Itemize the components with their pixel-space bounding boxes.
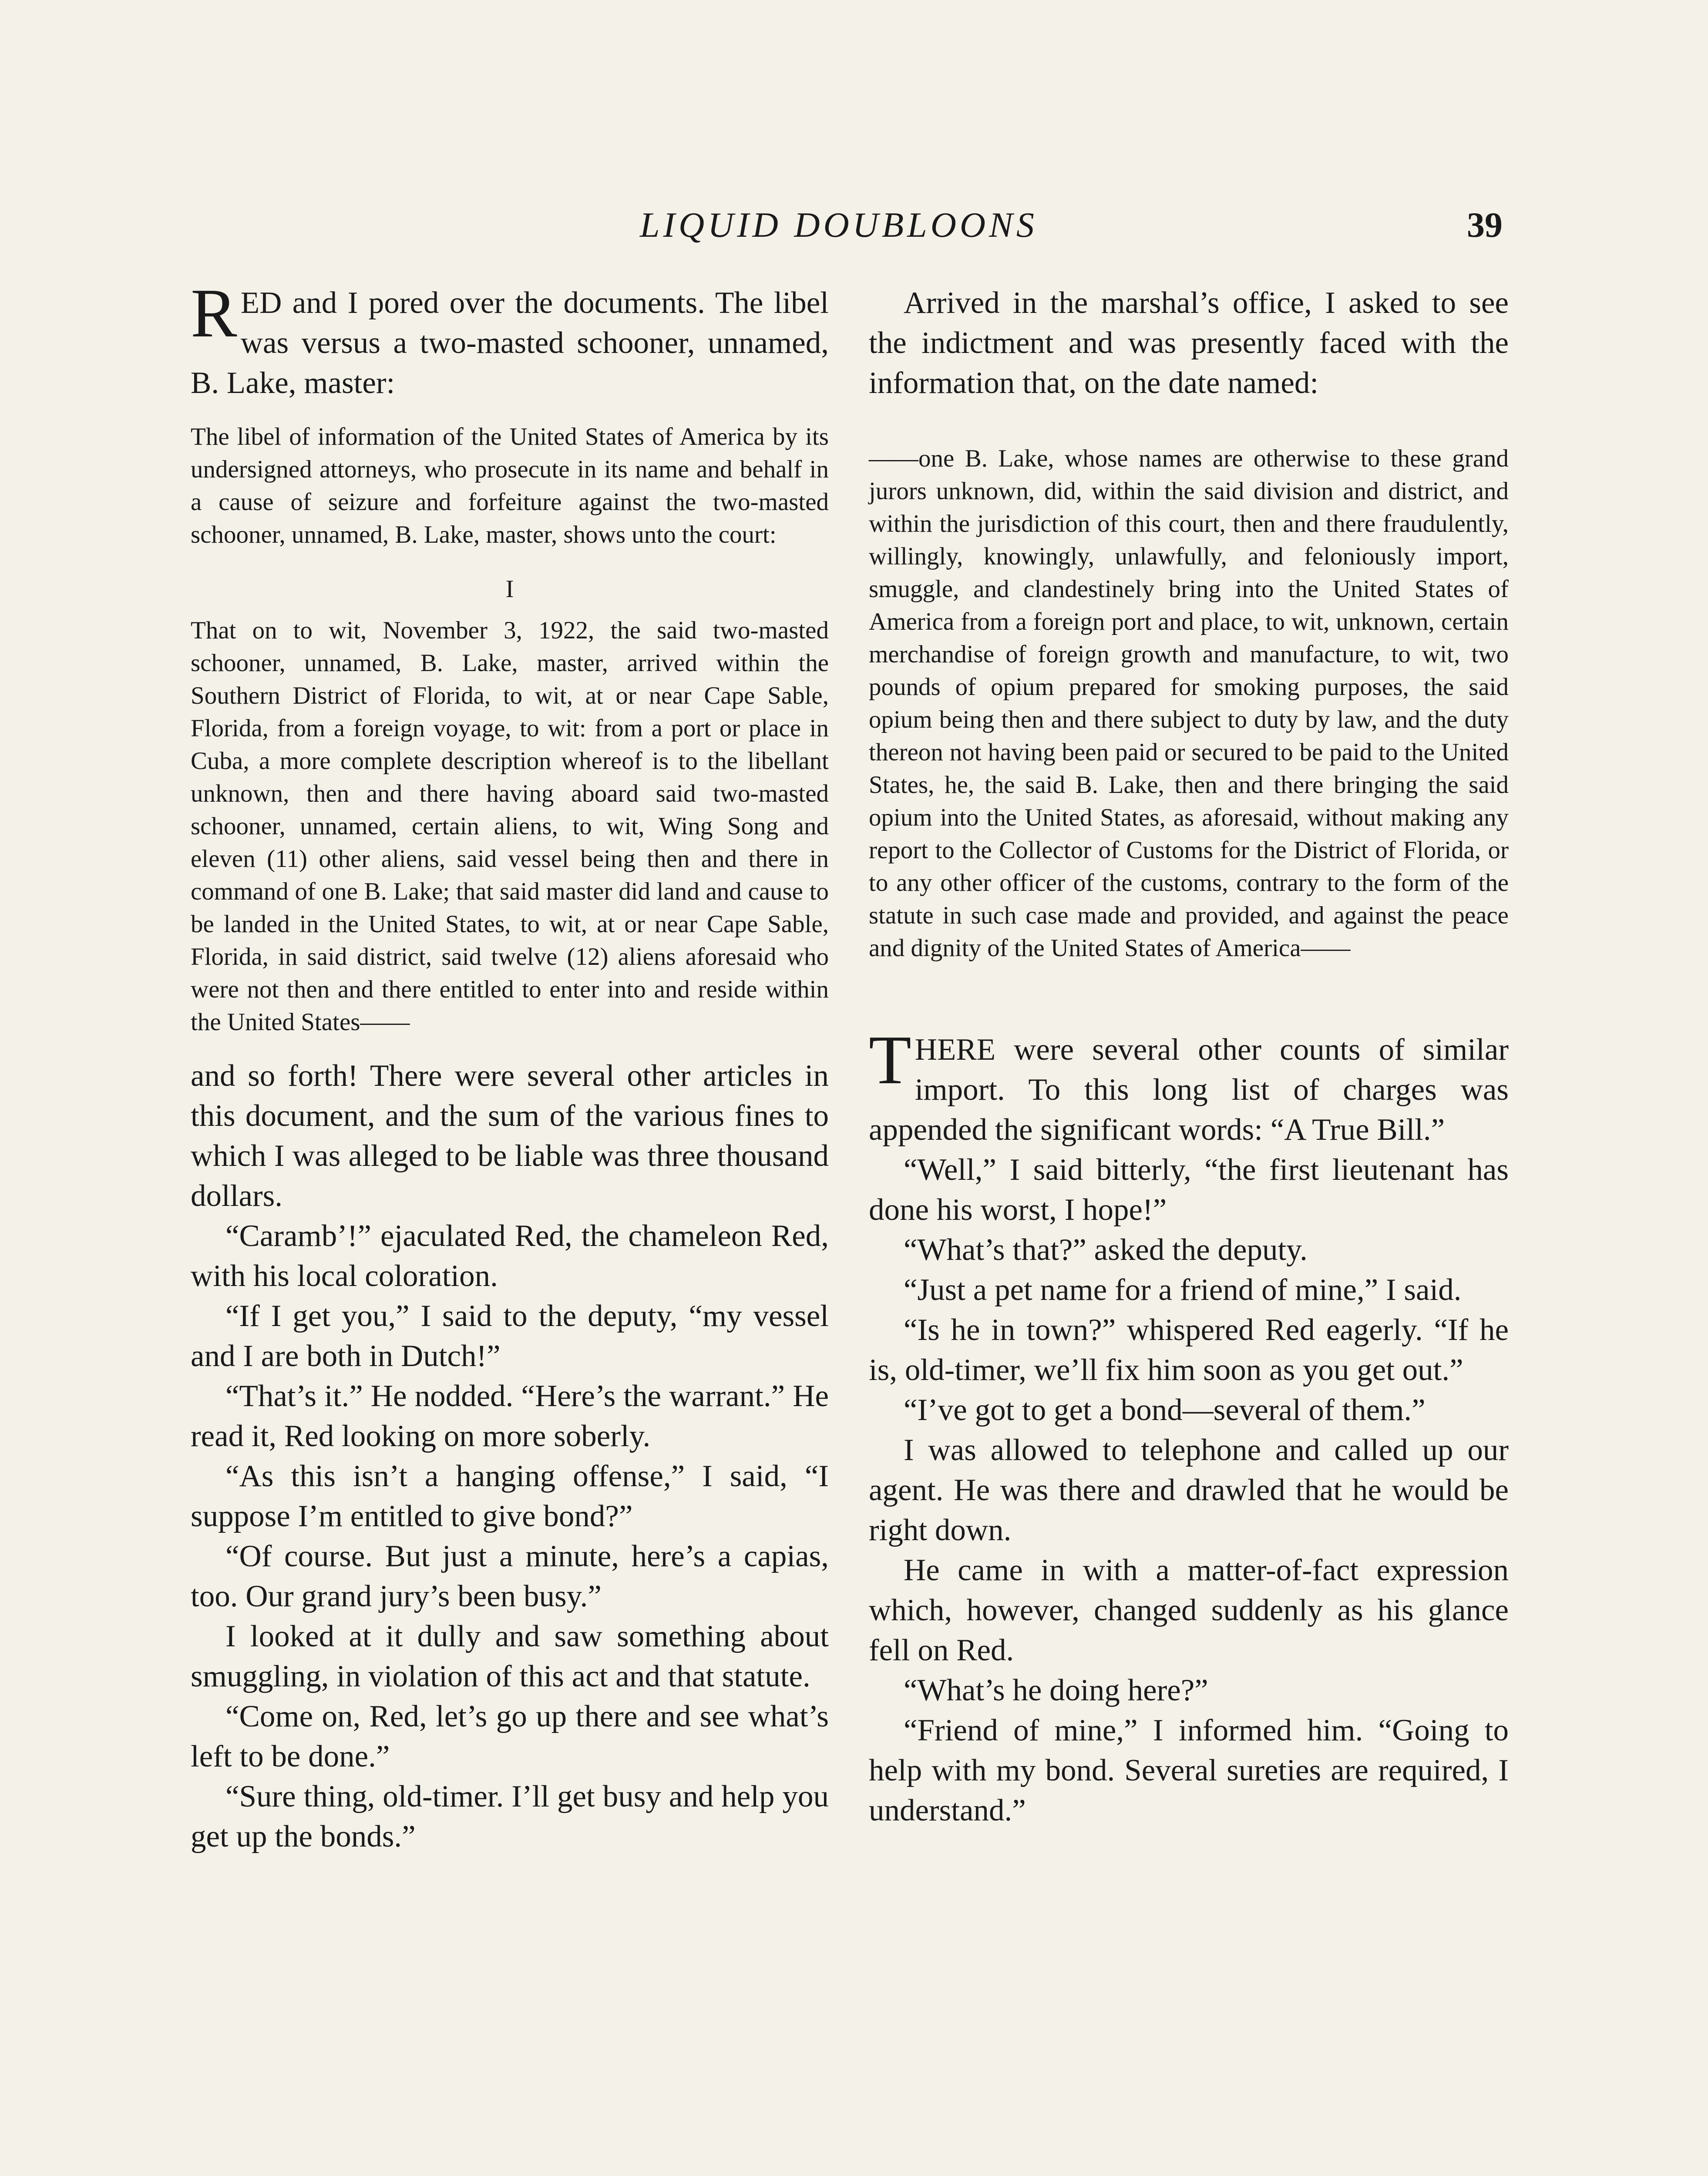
small-caps-lead: HERE [915, 1033, 996, 1067]
paragraph: “Is he in town?” whispered Red eagerly. “If he is, old-timer, we’ll fix him soon as you get out.” [869, 1313, 1509, 1387]
block-quote [869, 442, 1509, 964]
paragraph: “What’s that?” asked the deputy. [904, 1233, 1308, 1267]
paragraph: and so forth! There were several other articles in this document, and the sum of the various fines to which I was alleged to be liable was three thousand dollars. [191, 1059, 829, 1213]
paragraph: “As this isn’t a hanging offense,” I said, “I suppose I’m entitled to give bond?” [191, 1459, 829, 1533]
quote-paragraph: That on to wit, November 3, 1922, the said two-masted schooner, unnamed, B. Lake, master, arrived within the Southern District of Florida, to wit, at or near Cape Sable, Florida, from a foreign voyage, to wit: from a port or place in Cuba, a more complete description whereof is to the libellant unknown, then and there having aboard said two-masted schooner, unnamed, certain aliens, to wit, Wing Song and eleven (11) other aliens, said vessel being then and there in command of one B. Lake; that said master did land and cause to be landed in the United States, to wit, at or near Cape Sable, Florida, in said district, said twelve (12) aliens aforesaid who were not then and there entitled to enter into and reside within the United States—— [191, 617, 829, 1036]
section-break [869, 982, 1509, 1030]
right-column [869, 283, 1509, 1830]
paragraph: “Come on, Red, let’s go up there and see what’s left to be done.” [191, 1699, 829, 1773]
block-quote [191, 420, 829, 1038]
page-header [0, 205, 1708, 257]
paragraph [191, 274, 829, 403]
paragraph-text: were several other counts of similar import. To this long list of charges was appended the significant words: “A True Bill.” [869, 1033, 1509, 1147]
paragraph: “Of course. But just a minute, here’s a capias, too. Our grand jury’s been busy.” [191, 1539, 829, 1613]
left-column [191, 274, 829, 1857]
paragraph: “I’ve got to get a bond—several of them.” [904, 1393, 1426, 1427]
drop-cap: T [869, 1021, 911, 1098]
quote-paragraph: ——one B. Lake, whose names are otherwise to these grand jurors unknown, did, within the said division and district, and within the jurisdiction of this court, then and there fraudulently, willingly, knowingly, unlawfully, and feloniously import, smuggle, and clandestinely bring into the United States of America from a foreign port and place, to wit, unknown, certain merchandise of foreign growth and manufacture, to wit, two pounds of opium prepared for smoking purposes, the said opium being then and there subject to duty by law, and the duty thereon not having been paid or secured to be paid to the United States, he, the said B. Lake, then and there bringing the said opium into the United States, as aforesaid, without making any report to the Collector of Customs for the District of Florida, or to any other officer of the customs, contrary to the form of the statute in such case made and provided, and against the peace and dignity of the United States of America—— [869, 445, 1509, 962]
paragraph: I was allowed to telephone and called up our agent. He was there and drawled that he would be right down. [869, 1433, 1509, 1547]
paragraph: “Sure thing, old-timer. I’ll get busy and help you get up the bonds.” [191, 1780, 829, 1854]
paragraph: Arrived in the marshal’s office, I asked to see the indictment and was presently faced with the information that, on the date named: [869, 286, 1509, 400]
paragraph: “That’s it.” He nodded. “Here’s the warrant.” He read it, Red looking on more soberly. [191, 1379, 829, 1453]
paragraph: “Friend of mine,” I informed him. “Going to help with my bond. Several sureties are required, I understand.” [869, 1713, 1509, 1827]
paragraph: “Well,” I said bitterly, “the first lieutenant has done his worst, I hope!” [869, 1153, 1509, 1227]
section-numeral: I [505, 575, 514, 603]
paragraph [869, 1021, 1509, 1150]
paragraph-text: ED and I pored over the documents. The libel was versus a two-masted schooner, unnamed, B. Lake, master: [191, 286, 829, 400]
drop-cap: R [191, 274, 237, 352]
running-title: LIQUID DOUBLOONS [640, 205, 1038, 245]
page-number: 39 [1467, 205, 1503, 245]
paragraph: “If I get you,” I said to the deputy, “my vessel and I are both in Dutch!” [191, 1299, 829, 1373]
paragraph: “Just a pet name for a friend of mine,” I said. [904, 1273, 1462, 1307]
paragraph: “Caramb’!” ejaculated Red, the chameleon Red, with his local coloration. [191, 1219, 829, 1293]
paragraph: I looked at it dully and saw something about smuggling, in violation of this act and that statute. [191, 1619, 829, 1693]
paragraph: “What’s he doing here?” [904, 1673, 1208, 1707]
paragraph: He came in with a matter-of-fact expression which, however, changed suddenly as his glance fell on Red. [869, 1553, 1509, 1667]
quote-paragraph: The libel of information of the United States of America by its undersigned attorneys, who prosecute in its name and behalf in a cause of seizure and forfeiture against the two-masted schooner, unnamed, B. Lake, master, shows unto the court: [191, 423, 829, 548]
